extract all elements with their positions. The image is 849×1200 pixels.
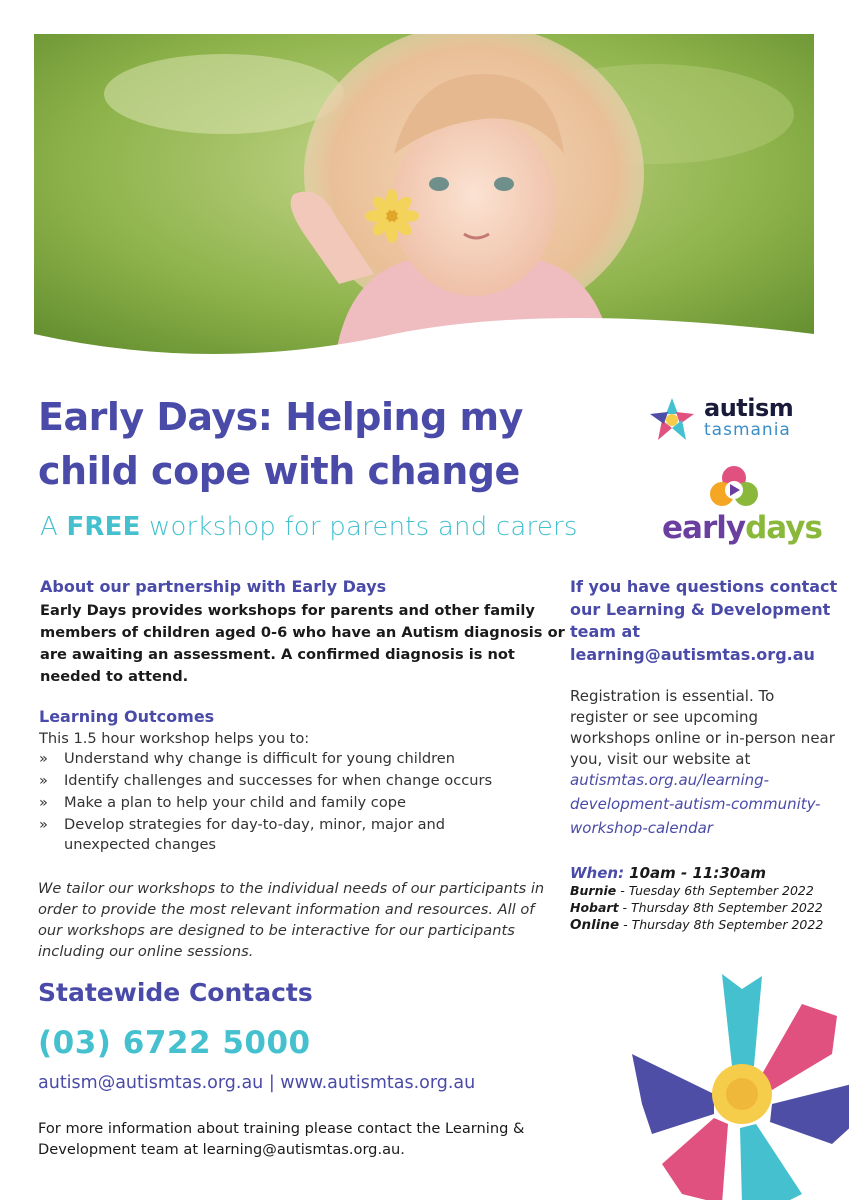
session-place: Burnie <box>570 883 617 898</box>
session-date: - Tuesday 6th September 2022 <box>616 883 814 898</box>
learning-outcomes-list <box>39 749 519 857</box>
when-time: 10am - 11:30am <box>629 864 766 882</box>
early-word: early <box>662 510 746 546</box>
bullet-icon: » <box>39 772 48 789</box>
registration-text: Registration is essential. To register or see upcoming workshops online or in-person near you, visit our website at <box>570 687 835 768</box>
title-line-1: Early Days: Helping my <box>38 395 523 439</box>
bullet-icon: » <box>39 794 48 811</box>
list-item-text: Understand why change is difficult for young children <box>64 750 456 767</box>
page-title <box>38 390 598 498</box>
session-place: Hobart <box>570 900 619 915</box>
list-item <box>39 815 519 855</box>
autism-tasmania-logo <box>648 396 808 446</box>
autism-tasmania-flower-icon <box>648 396 700 446</box>
more-info-text: For more information about training please contact the Learning & Development team at learning@autismtas.org.au. <box>38 1120 525 1158</box>
bullet-icon: » <box>39 750 48 767</box>
workshop-calendar-link[interactable]: autismtas.org.au/learning-development-autism-community-workshop-calendar <box>570 771 821 837</box>
session-times <box>570 863 840 934</box>
session-row-burnie <box>570 882 840 899</box>
questions-heading: If you have questions contact our Learning & Development team at learning@autismtas.org.au <box>570 577 838 664</box>
session-place: Online <box>570 917 620 933</box>
list-item <box>39 749 519 769</box>
bullet-icon: » <box>39 816 48 833</box>
email-and-website[interactable]: autism@autismtas.org.au | www.autismtas.org.au <box>38 1073 476 1093</box>
tailor-statement: We tailor our workshops to the individual needs of our participants in order to provide the most relevant information and resources. All of our workshops are designed to be interactive for our participants including our online sessions. <box>38 880 545 960</box>
list-item-text: Make a plan to help your child and family cope <box>64 794 406 811</box>
learning-outcomes-heading: Learning Outcomes <box>39 707 215 726</box>
autism-wordmark: autism <box>704 394 794 422</box>
tasmania-wordmark: tasmania <box>704 420 791 440</box>
session-row-online <box>570 916 840 934</box>
learning-outcomes-intro: This 1.5 hour workshop helps you to: <box>39 730 310 747</box>
list-item <box>39 793 519 813</box>
about-heading: About our partnership with Early Days <box>40 577 387 596</box>
decorative-flower-graphic <box>620 972 849 1200</box>
hero-photo-illustration <box>34 34 814 368</box>
about-body: Early Days provides workshops for parents and other family members of children aged 0-6 who have an Autism diagnosis or are awaiting an assessment. A confirmed diagnosis is not needed to attend. <box>40 602 565 685</box>
session-date: - Thursday 8th September 2022 <box>618 900 823 915</box>
list-item <box>39 771 519 791</box>
list-item-text: Identify challenges and successes for when change occurs <box>64 772 493 789</box>
when-label: When: <box>570 864 625 882</box>
days-word: days <box>745 510 822 546</box>
subtitle-free: FREE <box>66 512 141 542</box>
list-item-text: Develop strategies for day-to-day, minor, major and unexpected changes <box>64 816 446 853</box>
early-days-logo <box>660 462 820 562</box>
phone-number[interactable]: (03) 6722 5000 <box>38 1025 311 1061</box>
hero-photo <box>34 34 814 368</box>
subtitle-suffix: workshop for parents and carers <box>140 512 578 542</box>
session-row-hobart <box>570 899 840 916</box>
statewide-contacts-heading: Statewide Contacts <box>38 978 313 1007</box>
early-days-wordmark <box>662 510 822 546</box>
flower-icon <box>620 972 849 1200</box>
session-date: - Thursday 8th September 2022 <box>619 917 824 932</box>
subtitle-prefix: A <box>40 512 67 542</box>
page-subtitle <box>40 512 578 542</box>
early-days-emblem-icon <box>704 464 764 510</box>
title-line-2: child cope with change <box>38 449 520 493</box>
